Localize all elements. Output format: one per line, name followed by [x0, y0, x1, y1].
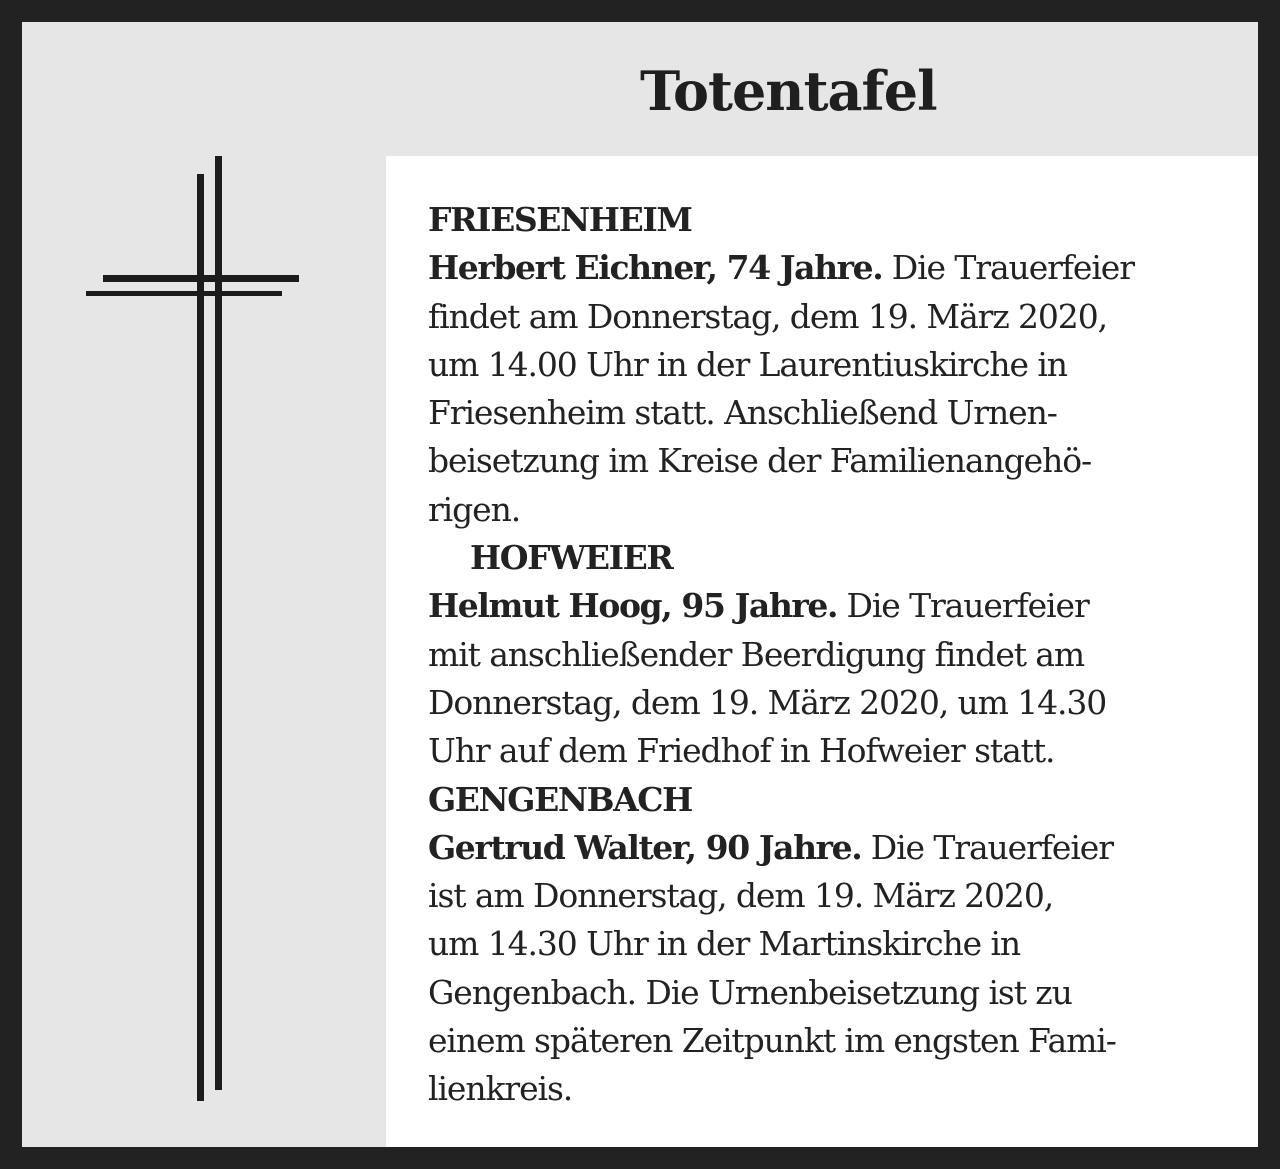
entry-line: Donnerstag, dem 19. März 2020, um 14.30 [428, 682, 1107, 722]
entry-line: einem späteren Zeitpunkt im engsten Fami- [428, 1021, 1116, 1061]
obituary-content [386, 156, 1258, 1147]
deceased-name: Helmut Hoog, 95 Jahre. [428, 586, 838, 626]
obituary-text [428, 196, 1228, 1114]
place-heading: HOFWEIER [470, 538, 673, 578]
place-heading: GENGENBACH [428, 779, 692, 819]
page-title: Totentafel [640, 59, 937, 123]
entry-line: um 14.00 Uhr in der Laurentiuskirche in [428, 344, 1067, 384]
deceased-name: Herbert Eichner, 74 Jahre. [428, 248, 883, 288]
obituary-entry [428, 244, 1228, 292]
entry-line: beisetzung im Kreise der Familienangehö- [428, 441, 1092, 481]
entry-line: ist am Donnerstag, dem 19. März 2020, [428, 876, 1054, 916]
place-heading: FRIESENHEIM [428, 200, 692, 239]
entry-line: lienkreis. [428, 1069, 573, 1109]
deceased-name: Gertrud Walter, 90 Jahre. [428, 827, 862, 867]
obituary-entry [428, 582, 1228, 630]
entry-line: Die Trauerfeier [882, 248, 1134, 288]
entry-line: Gengenbach. Die Urnenbeisetzung ist zu [428, 972, 1072, 1012]
entry-line: Friesenheim statt. Anschließend Urnen- [428, 393, 1057, 433]
obituary-entry [428, 824, 1228, 872]
entry-line: findet am Donnerstag, dem 19. März 2020, [428, 296, 1107, 336]
entry-line: rigen. [428, 489, 521, 529]
entry-line: Uhr auf dem Friedhof in Hofweier statt. [428, 731, 1055, 771]
entry-line: Die Trauerfeier [861, 827, 1113, 867]
entry-line: um 14.30 Uhr in der Martinskirche in [428, 924, 1021, 964]
entry-line: mit anschließender Beerdigung findet am [428, 634, 1085, 674]
entry-line: Die Trauerfeier [837, 586, 1089, 626]
